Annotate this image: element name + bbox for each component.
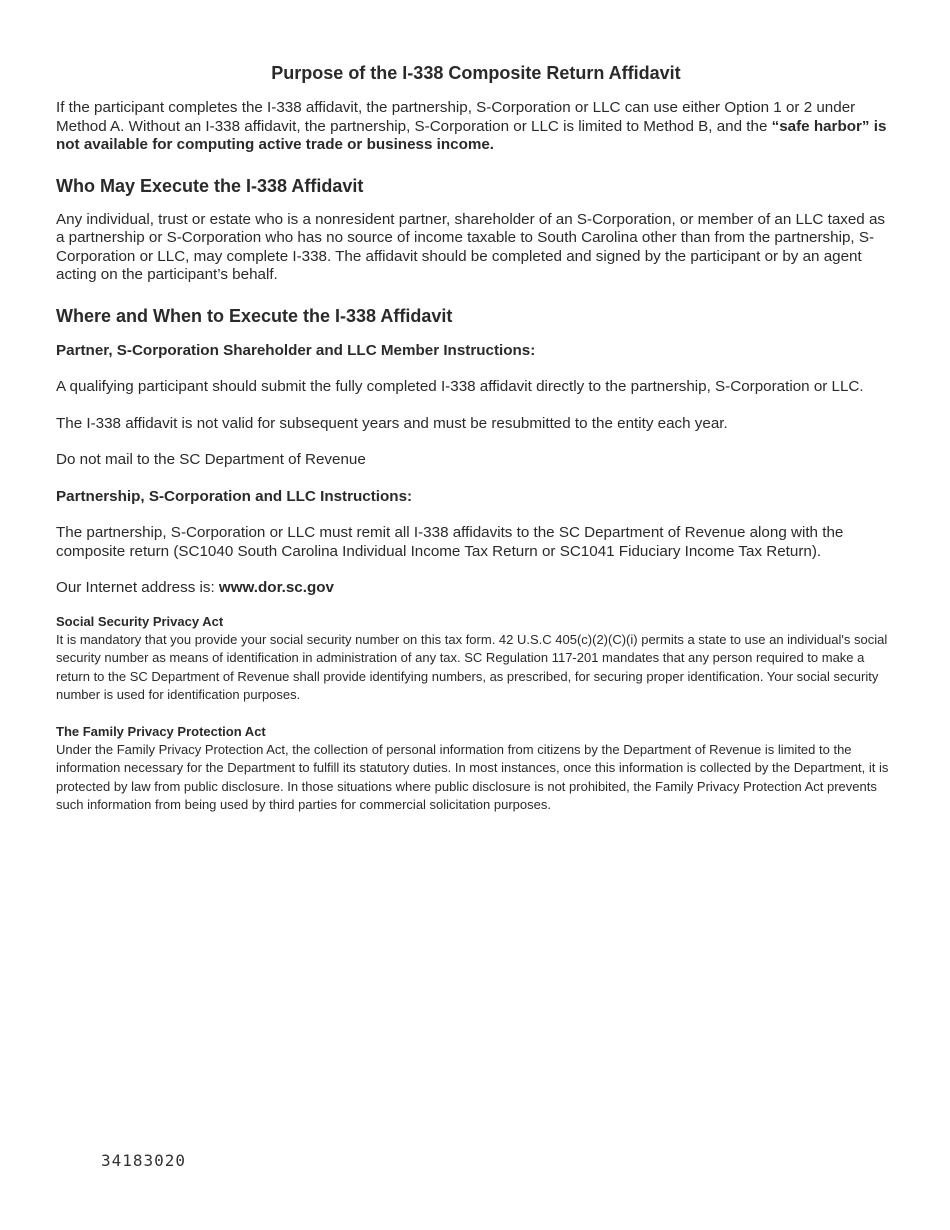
purpose-text: If the participant completes the I-338 affidavit, the partnership, S-Corporation or LLC can use either Option 1 or 2 under Method A. Without an I-338 affidavit, the partnership, S-Corporation or LLC is limited to Method B, and the — [56, 99, 856, 135]
internet-url-link[interactable]: www.dor.sc.gov — [218, 579, 334, 596]
partner-paragraph-1: A qualifying participant should submit the fully completed I-338 affidavit directly to the partnership, S-Corporation or LLC. — [56, 378, 864, 395]
family-privacy-paragraph: Under the Family Privacy Protection Act, the collection of personal information from citizens by the Department of Revenue is limited to the information necessary for the Department to fulfill its statutory duties. In most instances, once this information is collected by the Department, it is protected by law from public disclosure. In those situations where public disclosure is not prohibited, the Family Privacy Protection Act prevents such information from being used by third parties for commercial solicitation purposes. — [56, 741, 889, 812]
who-heading: Who May Execute the I-338 Affidavit — [56, 175, 364, 196]
internet-address — [56, 579, 896, 598]
entity-instructions-heading: Partnership, S-Corporation and LLC Instructions: — [56, 487, 413, 505]
entity-paragraph: The partnership, S-Corporation or LLC must remit all I-338 affidavits to the SC Department of Revenue along with the composite return (SC1040 South Carolina Individual Income Tax Return or SC1041 Fiduciary Income Tax Return). — [56, 524, 844, 560]
ssn-privacy-paragraph: It is mandatory that you provide your social security number on this tax form. 42 U.S.C 405(c)(2)(C)(i) permits a state to use an individual's social security number as means of identification in administration of any tax. SC Regulation 117-201 mandates that any person required to make a return to the SC Department of Revenue shall provide identifying numbers, as prescribed, for securing proper identification. Your social security number is used for identification purposes. — [56, 631, 888, 702]
partner-paragraph-3: Do not mail to the SC Department of Revenue — [56, 451, 366, 468]
partner-paragraph-2: The I-338 affidavit is not valid for subsequent years and must be resubmitted to the entity each year. — [56, 414, 728, 432]
page-title: Purpose of the I-338 Composite Return Affidavit — [271, 63, 681, 83]
purpose-paragraph — [56, 99, 896, 155]
partner-instructions-heading: Partner, S-Corporation Shareholder and LLC Member Instructions: — [56, 341, 536, 359]
ssn-privacy-heading: Social Security Privacy Act — [56, 613, 224, 629]
who-paragraph: Any individual, trust or estate who is a nonresident partner, shareholder of an S-Corporation, or member of an LLC taxed as a partnership or S-Corporation who has no source of income taxable to South Carolina other than from the partnership, S-Corporation or LLC, may complete I-338. The affidavit should be completed and signed by the participant or by an agent acting on the participant’s behalf. — [56, 210, 886, 283]
where-heading: Where and When to Execute the I-338 Affidavit — [56, 305, 453, 326]
document-page — [56, 62, 896, 815]
family-privacy-heading: The Family Privacy Protection Act — [56, 723, 266, 739]
internet-label: Our Internet address is: — [56, 579, 219, 596]
document-number: 34183020 — [101, 1151, 187, 1170]
purpose-bold-text: “safe harbor” is not available for computing active trade or business income. — [56, 117, 887, 153]
